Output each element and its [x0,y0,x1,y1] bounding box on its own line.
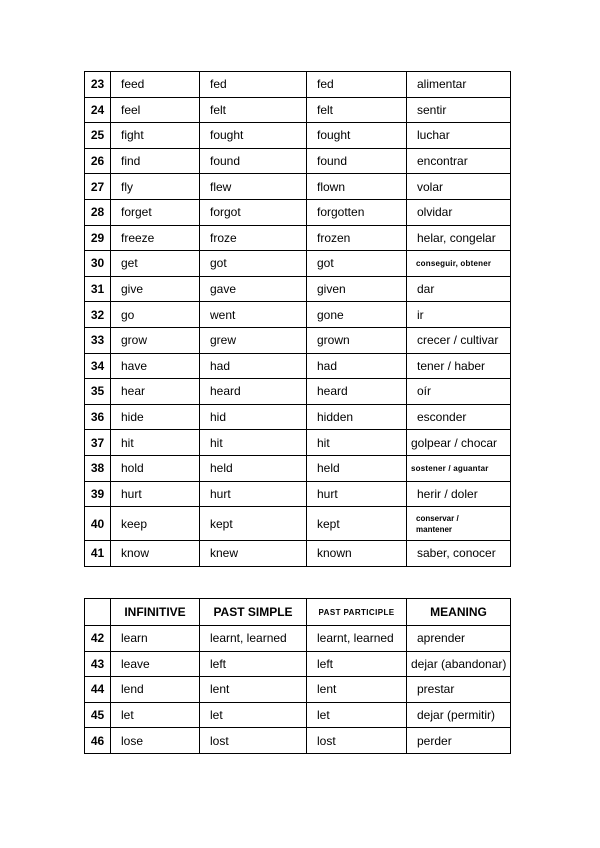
infinitive-cell: keep [111,507,200,541]
row-number: 43 [85,651,111,677]
table-row [85,123,511,149]
infinitive-cell: hit [111,430,200,456]
past-participle-cell: held [307,455,407,481]
infinitive-cell: hide [111,404,200,430]
table-row [85,72,511,98]
past-simple-cell: had [200,353,307,379]
infinitive-cell: hurt [111,481,200,507]
past-simple-cell: froze [200,225,307,251]
meaning-cell: saber, conocer [407,541,511,567]
table-row [85,677,511,703]
table-row [85,302,511,328]
past-participle-cell: felt [307,97,407,123]
infinitive-cell: lend [111,677,200,703]
past-participle-cell: fought [307,123,407,149]
table-row [85,251,511,277]
infinitive-cell: give [111,276,200,302]
infinitive-cell: hear [111,379,200,405]
meaning-cell: golpear / chocar [407,430,511,456]
meaning-cell: alimentar [407,72,511,98]
meaning-cell: oír [407,379,511,405]
meaning-cell: sostener / aguantar [407,455,511,481]
infinitive-cell: feel [111,97,200,123]
row-number: 37 [85,430,111,456]
infinitive-cell: grow [111,327,200,353]
past-participle-cell: grown [307,327,407,353]
table-row [85,455,511,481]
past-simple-cell: felt [200,97,307,123]
row-number: 42 [85,626,111,652]
row-number: 31 [85,276,111,302]
header-infinitive: INFINITIVE [111,599,200,626]
past-simple-cell: fought [200,123,307,149]
table-row [85,626,511,652]
infinitive-cell: have [111,353,200,379]
infinitive-cell: fight [111,123,200,149]
past-simple-cell: lent [200,677,307,703]
meaning-line-1: conservar / [416,513,459,523]
meaning-cell: herir / doler [407,481,511,507]
verb-table-1 [84,71,511,567]
past-participle-cell: learnt, learned [307,626,407,652]
meaning-cell: luchar [407,123,511,149]
table-row [85,276,511,302]
past-participle-cell: got [307,251,407,277]
meaning-cell: helar, congelar [407,225,511,251]
past-participle-cell: left [307,651,407,677]
past-simple-cell: hurt [200,481,307,507]
header-past-participle: PAST PARTICIPLE [307,599,407,626]
table-row [85,481,511,507]
infinitive-cell: freeze [111,225,200,251]
row-number: 45 [85,702,111,728]
past-participle-cell: flown [307,174,407,200]
past-participle-cell: known [307,541,407,567]
meaning-cell: ir [407,302,511,328]
table-row [85,404,511,430]
table-row [85,430,511,456]
row-number: 34 [85,353,111,379]
table-row [85,379,511,405]
meaning-cell: dejar (permitir) [407,702,511,728]
past-participle-cell: hurt [307,481,407,507]
infinitive-cell: fly [111,174,200,200]
meaning-cell: dejar (abandonar) [407,651,511,677]
past-participle-cell: fed [307,72,407,98]
row-number: 41 [85,541,111,567]
header-row [85,599,511,626]
past-participle-cell: lent [307,677,407,703]
past-participle-cell: gone [307,302,407,328]
past-simple-cell: lost [200,728,307,754]
past-simple-cell: flew [200,174,307,200]
infinitive-cell: forget [111,199,200,225]
table-row [85,728,511,754]
table-row [85,353,511,379]
past-participle-cell: heard [307,379,407,405]
past-simple-cell: left [200,651,307,677]
meaning-cell: sentir [407,97,511,123]
past-simple-cell: grew [200,327,307,353]
past-participle-cell: forgotten [307,199,407,225]
meaning-cell: prestar [407,677,511,703]
row-number: 32 [85,302,111,328]
past-participle-cell: hit [307,430,407,456]
past-simple-cell: went [200,302,307,328]
row-number: 30 [85,251,111,277]
meaning-cell [407,507,511,541]
past-simple-cell: gave [200,276,307,302]
table-row [85,327,511,353]
row-number: 36 [85,404,111,430]
past-participle-cell: had [307,353,407,379]
table-row [85,541,511,567]
meaning-cell: volar [407,174,511,200]
past-simple-cell: found [200,148,307,174]
verb-table-2 [84,598,511,754]
past-participle-cell: lost [307,728,407,754]
meaning-cell: crecer / cultivar [407,327,511,353]
row-number: 40 [85,507,111,541]
infinitive-cell: feed [111,72,200,98]
header-number [85,599,111,626]
past-simple-cell: learnt, learned [200,626,307,652]
infinitive-cell: learn [111,626,200,652]
table-row [85,174,511,200]
row-number: 44 [85,677,111,703]
table-row [85,199,511,225]
past-simple-cell: knew [200,541,307,567]
past-participle-cell: kept [307,507,407,541]
infinitive-cell: hold [111,455,200,481]
row-number: 38 [85,455,111,481]
past-simple-cell: hid [200,404,307,430]
table-row [85,97,511,123]
meaning-cell: perder [407,728,511,754]
meaning-cell: esconder [407,404,511,430]
past-participle-cell: given [307,276,407,302]
infinitive-cell: get [111,251,200,277]
table-row [85,507,511,541]
past-simple-cell: heard [200,379,307,405]
infinitive-cell: know [111,541,200,567]
past-simple-cell: held [200,455,307,481]
past-simple-cell: hit [200,430,307,456]
header-past-simple: PAST SIMPLE [200,599,307,626]
meaning-cell: aprender [407,626,511,652]
table-row [85,651,511,677]
past-simple-cell: got [200,251,307,277]
infinitive-cell: find [111,148,200,174]
table-row [85,148,511,174]
row-number: 24 [85,97,111,123]
meaning-cell: tener / haber [407,353,511,379]
row-number: 27 [85,174,111,200]
past-simple-cell: forgot [200,199,307,225]
past-participle-cell: found [307,148,407,174]
past-participle-cell: let [307,702,407,728]
row-number: 29 [85,225,111,251]
infinitive-cell: leave [111,651,200,677]
meaning-cell: dar [407,276,511,302]
meaning-cell: conseguir, obtener [407,251,511,277]
row-number: 26 [85,148,111,174]
infinitive-cell: lose [111,728,200,754]
header-meaning: MEANING [407,599,511,626]
past-simple-cell: let [200,702,307,728]
past-simple-cell: fed [200,72,307,98]
row-number: 39 [85,481,111,507]
past-simple-cell: kept [200,507,307,541]
past-participle-cell: frozen [307,225,407,251]
table-row [85,225,511,251]
meaning-cell: encontrar [407,148,511,174]
row-number: 35 [85,379,111,405]
infinitive-cell: let [111,702,200,728]
row-number: 23 [85,72,111,98]
row-number: 28 [85,199,111,225]
meaning-line-2: mantener [416,524,453,534]
meaning-cell: olvidar [407,199,511,225]
row-number: 25 [85,123,111,149]
infinitive-cell: go [111,302,200,328]
table-row [85,702,511,728]
row-number: 33 [85,327,111,353]
row-number: 46 [85,728,111,754]
past-participle-cell: hidden [307,404,407,430]
